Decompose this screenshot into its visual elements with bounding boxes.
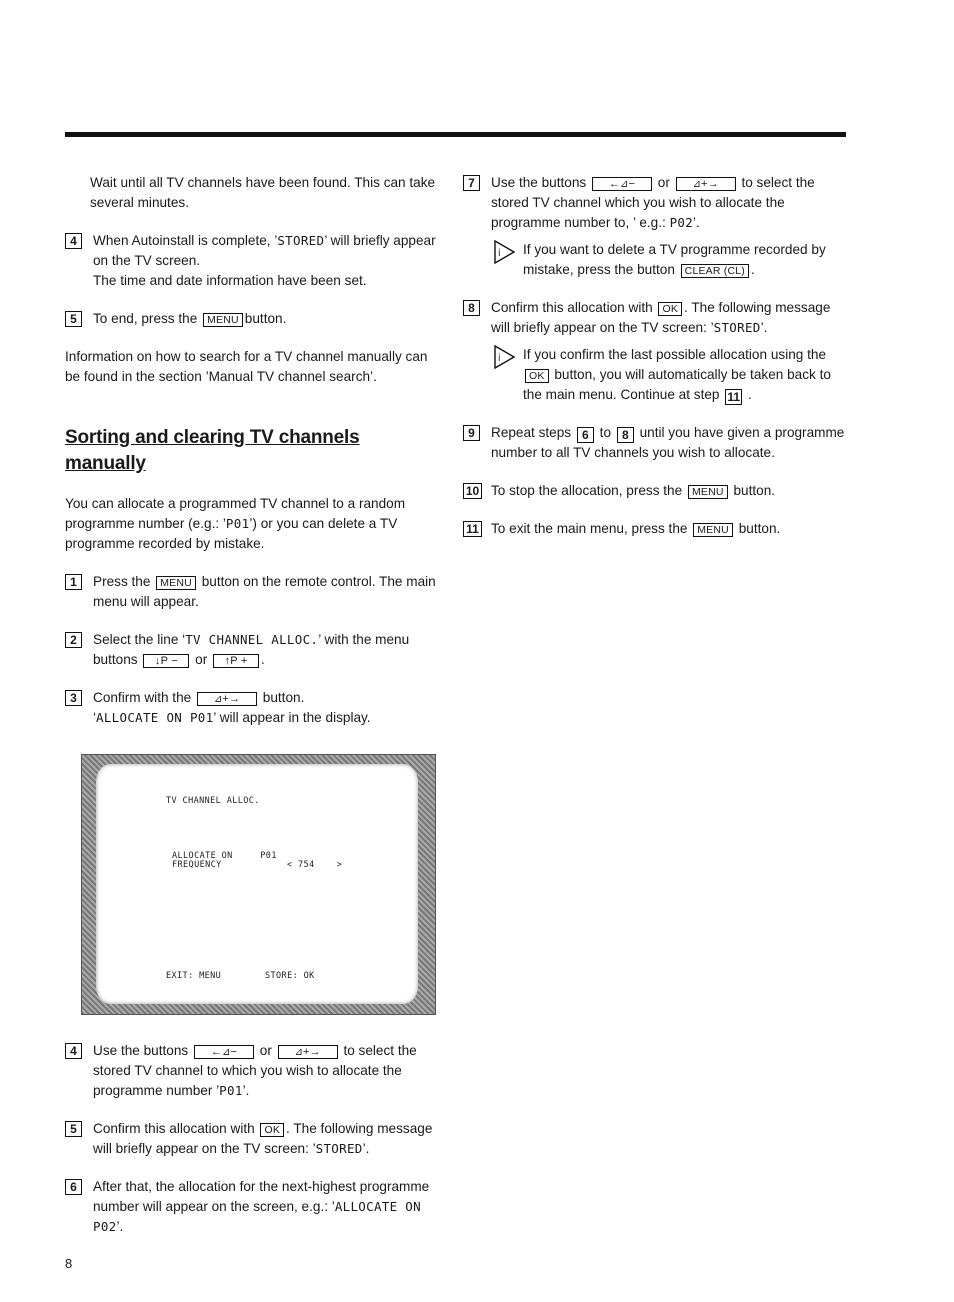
step-2: 2 Select the line ‘TV CHANNEL ALLOC.’ with the menu buttons ↓P − or ↑P + . — [65, 630, 445, 670]
intro-text: Wait until all TV channels have been found. This can take several minutes. — [90, 175, 436, 210]
step-number: 4 — [65, 1043, 82, 1059]
left-arrow-key: ←⊿− — [194, 1045, 254, 1059]
step-text: When Autoinstall is complete, ’ — [93, 233, 278, 248]
step-4-autoinstall — [65, 231, 445, 291]
step-5-end — [65, 309, 445, 329]
clear-key: CLEAR (CL) — [681, 264, 749, 278]
step-reference: 11 — [725, 389, 742, 405]
p-minus-key: ↓P − — [143, 654, 189, 668]
step-text: button. — [244, 311, 287, 326]
step-number: 1 — [65, 574, 82, 590]
section-paragraph: You can allocate a programmed TV channel to a random programme number (e.g.: ’P01’) or you can delete a TV programme recorded by mistake. — [65, 496, 406, 551]
menu-key: MENU — [693, 523, 733, 537]
tv-screen — [96, 764, 418, 1004]
top-rule — [65, 132, 846, 137]
step-number: 2 — [65, 632, 82, 648]
info-icon — [493, 240, 515, 264]
step-number: 4 — [65, 233, 82, 249]
step-reference: 8 — [617, 427, 634, 443]
tv-frequency-label: FREQUENCY — [172, 860, 222, 870]
ok-key: OK — [260, 1123, 284, 1137]
step-number: 5 — [65, 1121, 82, 1137]
step-number: 3 — [65, 690, 82, 706]
right-arrow-key: ⊿+→ — [278, 1045, 338, 1059]
svg-text:i: i — [498, 248, 501, 259]
section-heading: Sorting and clearing TV channels manually — [65, 427, 360, 474]
step-reference: 6 — [577, 427, 594, 443]
step-3: 3 Confirm with the ⊿+→ button. ‘ALLOCATE ON P01’ will appear in the display. — [65, 688, 445, 728]
step-text: The time and date information have been set. — [93, 273, 367, 288]
right-column — [463, 173, 848, 539]
page-number: 8 — [65, 1256, 73, 1271]
step-7: 7 Use the buttons ←⊿− or ⊿+→ to select the stored TV channel which you wish to allocate the programme number to, ’ e.g.: P02’. — [463, 173, 848, 233]
p-plus-key: ↑P + — [213, 654, 259, 668]
step-6: 6 After that, the allocation for the next-highest programme number will appear on the screen, e.g.: ’ALLOCATE ON P02’. — [65, 1177, 445, 1237]
step-number: 5 — [65, 311, 82, 327]
tv-allocate-line: ALLOCATE ON P01 — [172, 851, 277, 861]
note-last-allocation: i If you confirm the last possible allocation using the OK button, you will automatically be taken back to the main menu. Continue at step 11 . — [493, 345, 848, 405]
step-8: 8 Confirm this allocation with OK . The following message will briefly appear on the TV screen: ’STORED’. — [463, 298, 848, 338]
step-number: 8 — [463, 300, 480, 316]
tv-exit-hint: EXIT: MENU — [166, 971, 222, 981]
info-icon — [493, 345, 515, 369]
left-arrow-key: ←⊿− — [592, 177, 652, 191]
ok-key: OK — [525, 369, 549, 383]
step-text: ’ will briefly appear on the TV screen. — [93, 233, 436, 268]
tv-store-hint: STORE: OK — [265, 971, 315, 981]
step-number: 9 — [463, 425, 480, 441]
step-4-select: 4 Use the buttons ←⊿− or ⊿+→ to select the stored TV channel to which you wish to allocate the programme number ’P01’. — [65, 1041, 445, 1101]
tv-screen-illustration — [81, 754, 436, 1015]
step-5-confirm: 5 Confirm this allocation with OK . The following message will briefly appear on the TV screen: ’STORED’. — [65, 1119, 445, 1159]
step-number: 10 — [463, 483, 482, 499]
right-arrow-key: ⊿+→ — [676, 177, 736, 191]
menu-key: MENU — [156, 576, 196, 590]
info-paragraph: Information on how to search for a TV channel manually can be found in the section ’Manual TV channel search’. — [65, 349, 428, 384]
step-9: 9 Repeat steps 6 to 8 until you have given a programme number to all TV channels you wish to allocate. — [463, 423, 848, 463]
tv-menu-title: TV CHANNEL ALLOC. — [166, 796, 260, 806]
screen-message: STORED — [277, 233, 325, 248]
step-11: 11 To exit the main menu, press the MENU button. — [463, 519, 848, 539]
ok-key: OK — [658, 302, 682, 316]
step-10: 10 To stop the allocation, press the MENU button. — [463, 481, 848, 501]
svg-text:i: i — [498, 353, 501, 364]
note-delete: i If you want to delete a TV programme recorded by mistake, press the button CLEAR (CL) . — [493, 240, 848, 280]
step-1: 1 Press the MENU button on the remote control. The main menu will appear. — [65, 572, 445, 612]
step-number: 6 — [65, 1179, 82, 1195]
left-column — [65, 173, 445, 1237]
step-number: 7 — [463, 175, 480, 191]
right-arrow-key: ⊿+→ — [197, 692, 257, 706]
step-number: 11 — [463, 521, 482, 537]
tv-frequency-value: < 754 > — [287, 860, 343, 870]
menu-key: MENU — [688, 485, 728, 499]
menu-key: MENU — [203, 313, 243, 327]
step-text: To end, press the — [93, 311, 198, 326]
